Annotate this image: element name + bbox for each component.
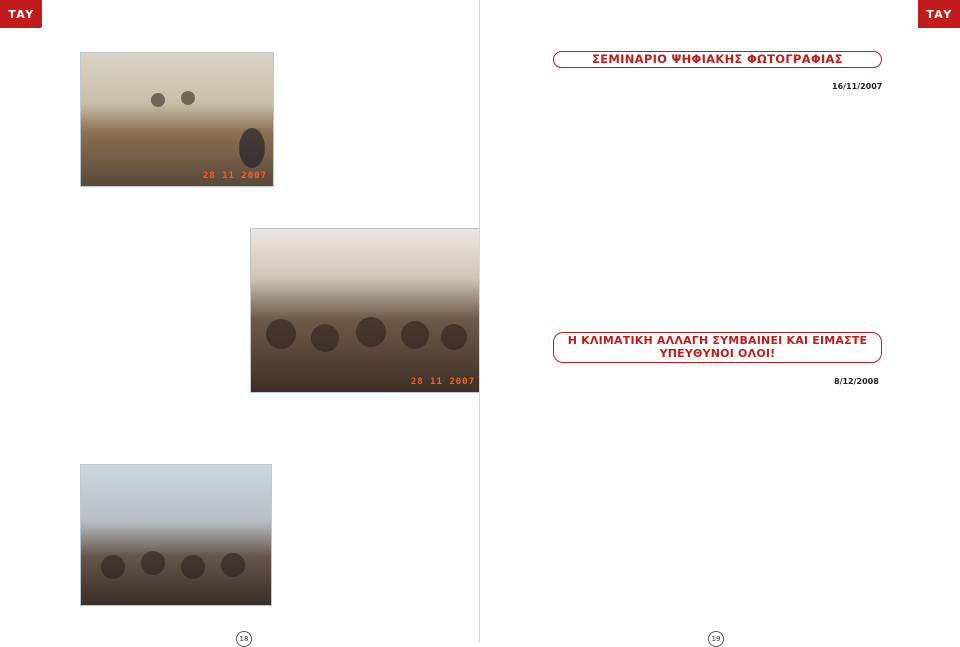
seminar-banner: ΣΕΜΙΝΑΡΙΟ ΨΗΦΙΑΚΗΣ ΦΩΤΟΓΡΑΦΙΑΣ [553, 51, 882, 68]
photo-figure [141, 551, 165, 575]
photo-figure [401, 321, 429, 349]
right-page [480, 0, 960, 643]
section-tab-left: ΤΑΥ [0, 0, 42, 28]
photo-date-stamp: 28 11 2007 [202, 171, 267, 181]
photo-figure [311, 324, 339, 352]
photo-figure [181, 555, 205, 579]
page-number: 19 [708, 631, 724, 647]
photo-figure [101, 555, 125, 579]
page-number: 18 [236, 631, 252, 647]
photo-figure [221, 553, 245, 577]
seminar-date: 16/11/2007 [832, 82, 883, 91]
climate-title-line1: Η ΚΛΙΜΑΤΙΚΗ ΑΛΛΑΓΗ ΣΥΜΒΑΙΝΕΙ ΚΑΙ ΕΙΜΑΣΤΕ [567, 334, 868, 347]
photo-figure [239, 128, 265, 168]
event-photo-top [80, 52, 274, 187]
section-tab-right: ΤΑΥ [918, 0, 960, 28]
climate-banner [553, 332, 882, 363]
photo-figure [356, 317, 386, 347]
audience-photo-mid [250, 228, 482, 393]
photo-figure [441, 324, 467, 350]
climate-date: 8/12/2008 [834, 377, 879, 386]
audience-photo-bottom [80, 464, 272, 606]
photo-date-stamp: 28 11 2007 [410, 377, 475, 387]
photo-figure [266, 319, 296, 349]
photo-figure [151, 93, 165, 107]
left-page [0, 0, 480, 643]
photo-figure [181, 91, 195, 105]
climate-title-line2: ΥΠΕΥΘΥΝΟΙ ΟΛΟΙ! [659, 347, 776, 360]
